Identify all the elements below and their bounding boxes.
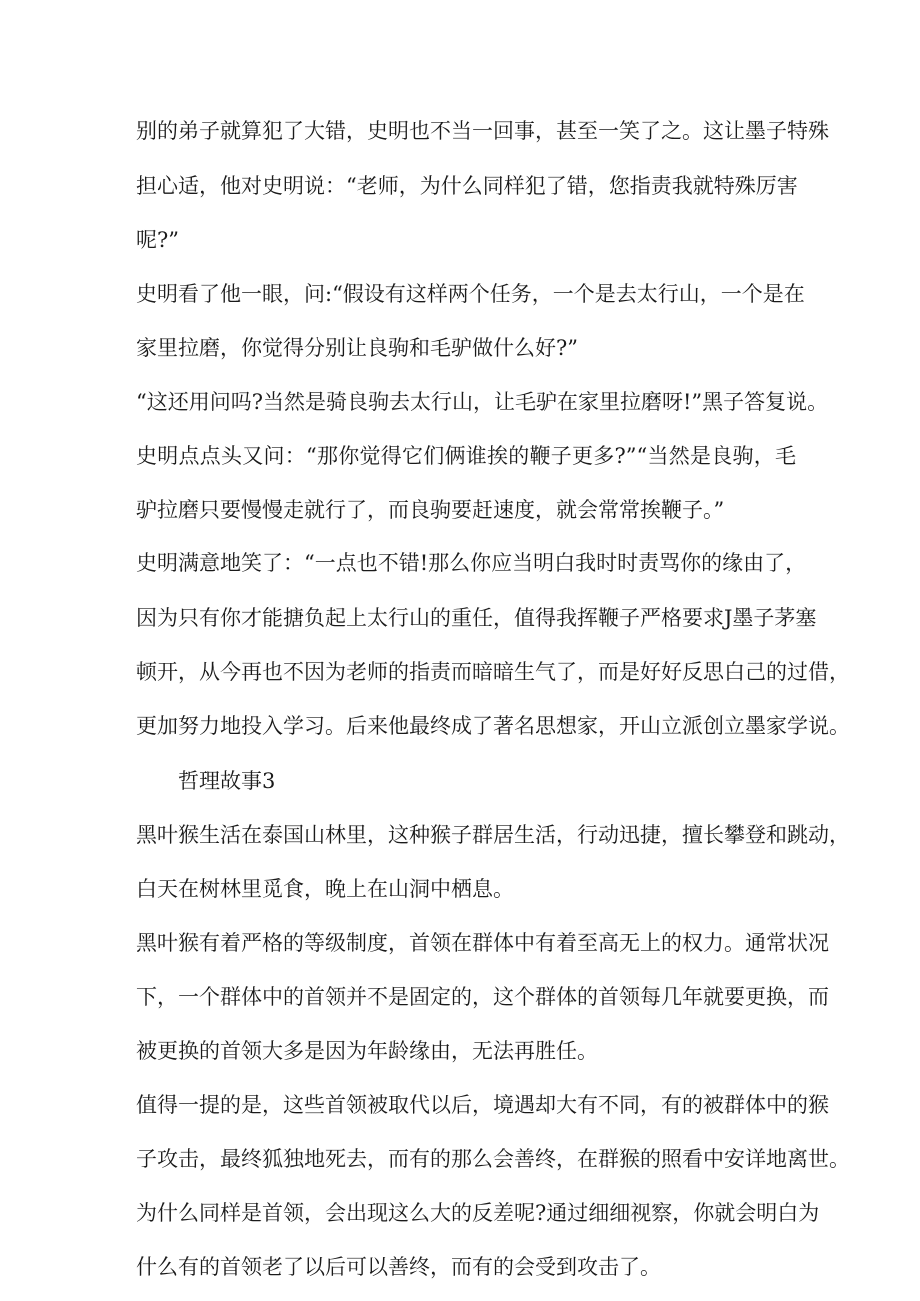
text-line: 因为只有你才能搪负起上太行山的重任，值得我挥鞭子严格要求J墨子茅塞 [136, 606, 817, 630]
text-line: 下，一个群体中的首领并不是固定的，这个群体的首领每几年就要更换，而 [136, 985, 829, 1009]
text-line: 担心适，他对史明说：“老师，为什么同样犯了错，您指责我就特殊厉害 [136, 174, 798, 198]
text-line: 值得一提的是，这些首领被取代以后，境遇却大有不同，有的被群体中的猴 [136, 1093, 829, 1117]
text-line: 为什么同样是首领，会出现这么大的反差呢?通过细细视察，你就会明白为 [136, 1201, 820, 1225]
text-line: 驴拉磨只要慢慢走就行了，而良驹要赶速度，就会常常挨鞭子。” [136, 498, 725, 522]
text-line: 黑叶猴生活在泰国山林里，这种猴子群居生活，行动迅捷，擅长攀登和跳动， [136, 823, 850, 847]
text-line: 更加努力地投入学习。后来他最终成了著名思想家，开山立派创立墨家学说。 [136, 714, 850, 738]
text-line: “这还用问吗?当然是骑良驹去太行山，让毛驴在家里拉磨呀!”黑子答复说。 [136, 390, 829, 414]
text-line: 史明看了他一眼，问:“假设有这样两个任务，一个是去太行山，一个是在 [136, 282, 805, 306]
text-line: 被更换的首领大多是因为年龄缘由，无法再胜任。 [136, 1039, 598, 1063]
section-heading: 哲理故事3 [178, 769, 276, 793]
text-line: 子攻击，最终狐独地死去，而有的那么会善终，在群猴的照看中安详地离世。 [136, 1147, 850, 1171]
text-line: 什么有的首领老了以后可以善终，而有的会受到攻击了。 [136, 1255, 661, 1279]
text-line: 别的弟子就算犯了大错，史明也不当一回事，甚至一笑了之。这让墨子特殊 [136, 119, 829, 143]
text-line: 家里拉磨，你觉得分别让良驹和毛驴做什么好?” [136, 336, 578, 360]
text-line: 呢?” [136, 228, 179, 252]
text-line: 史明点点头又问：“那你觉得它们俩谁挨的鞭子更多?”“当然是良驹，毛 [136, 444, 796, 468]
text-line: 白天在树林里觅食，晚上在山洞中栖息。 [136, 877, 514, 901]
text-line: 史明满意地笑了：“一点也不错!那么你应当明白我时时责骂你的缘由了， [136, 551, 807, 575]
text-line: 顿开，从今再也不因为老师的指责而暗暗生气了，而是好好反思白己的过借， [136, 660, 850, 684]
text-line: 黑叶猴有着严格的等级制度，首领在群体中有着至高无上的权力。通常状况 [136, 931, 829, 955]
